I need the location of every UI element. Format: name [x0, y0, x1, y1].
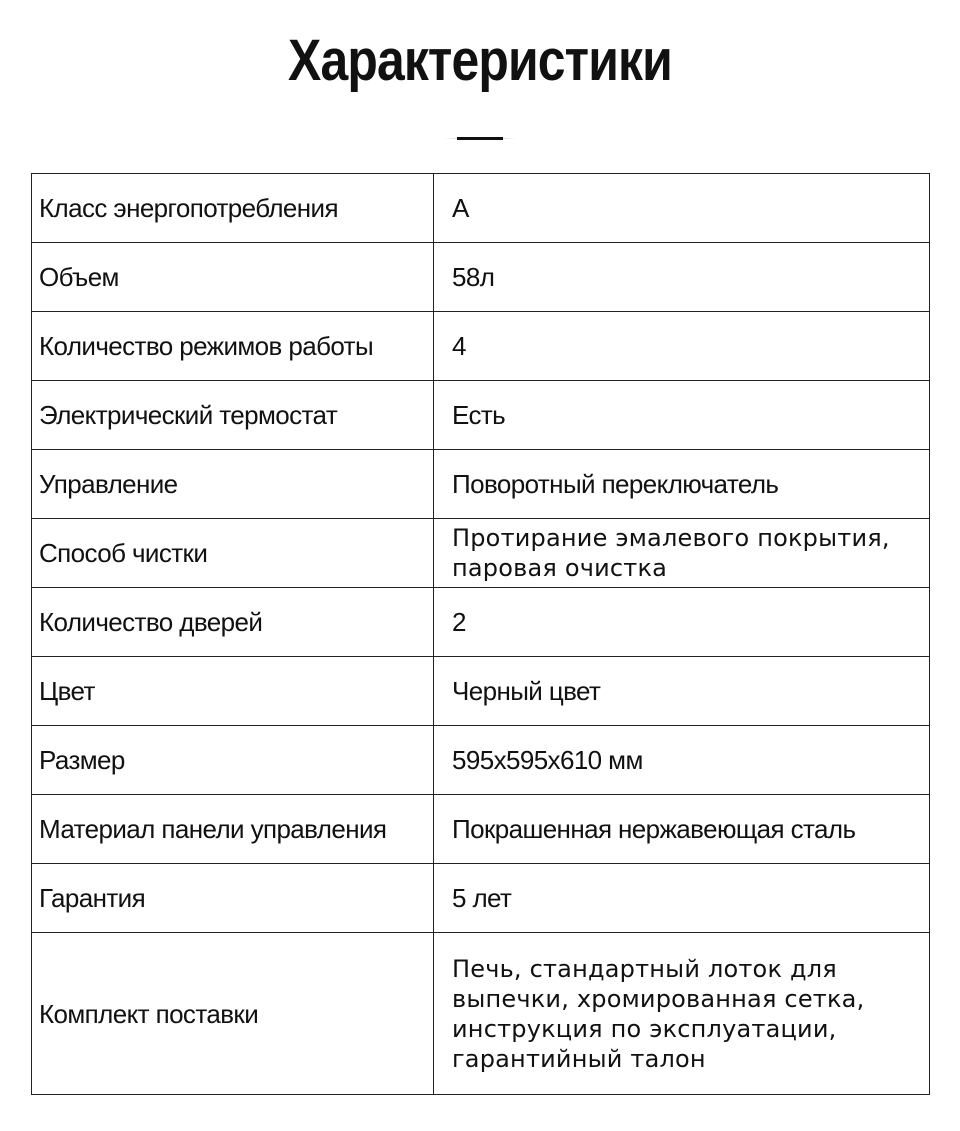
spec-value: A: [434, 174, 930, 243]
spec-label: Цвет: [32, 657, 434, 726]
spec-value: 58л: [434, 243, 930, 312]
spec-row-warranty: [32, 864, 930, 933]
spec-row-color: [32, 657, 930, 726]
spec-value: 2: [434, 588, 930, 657]
spec-value: Печь, стандартный лоток для выпечки, хромированная сетка, инструкция по эксплуатации, гарантийный талон: [434, 933, 930, 1095]
spec-row-control: [32, 450, 930, 519]
spec-label: Управление: [32, 450, 434, 519]
spec-value: Черный цвет: [434, 657, 930, 726]
spec-row-cleaning: [32, 519, 930, 588]
spec-label: Электрический термостат: [32, 381, 434, 450]
spec-label: Материал панели управления: [32, 795, 434, 864]
spec-label: Размер: [32, 726, 434, 795]
spec-label: Комплект поставки: [32, 933, 434, 1095]
spec-label: Способ чистки: [32, 519, 434, 588]
spec-row-package: [32, 933, 930, 1095]
spec-label: Количество дверей: [32, 588, 434, 657]
spec-row-panel-material: [32, 795, 930, 864]
spec-row-size: [32, 726, 930, 795]
spec-row-energy-class: [32, 174, 930, 243]
spec-label: Объем: [32, 243, 434, 312]
spec-value: Поворотный переключатель: [434, 450, 930, 519]
spec-value: Покрашенная нержавеющая сталь: [434, 795, 930, 864]
spec-value: 4: [434, 312, 930, 381]
spec-value: 595x595x610 мм: [434, 726, 930, 795]
spec-row-thermostat: [32, 381, 930, 450]
spec-value: 5 лет: [434, 864, 930, 933]
title-divider: [444, 137, 516, 140]
spec-table: [31, 173, 930, 1095]
spec-row-doors: [32, 588, 930, 657]
spec-value: Протирание эмалевого покрытия, паровая очистка: [434, 519, 930, 588]
spec-row-volume: [32, 243, 930, 312]
spec-label: Количество режимов работы: [32, 312, 434, 381]
spec-label: Класс энергопотребления: [32, 174, 434, 243]
spec-row-modes: [32, 312, 930, 381]
spec-value: Есть: [434, 381, 930, 450]
title-divider-bar: [457, 137, 503, 140]
spec-label: Гарантия: [32, 864, 434, 933]
page-title: Характеристики: [288, 28, 672, 93]
